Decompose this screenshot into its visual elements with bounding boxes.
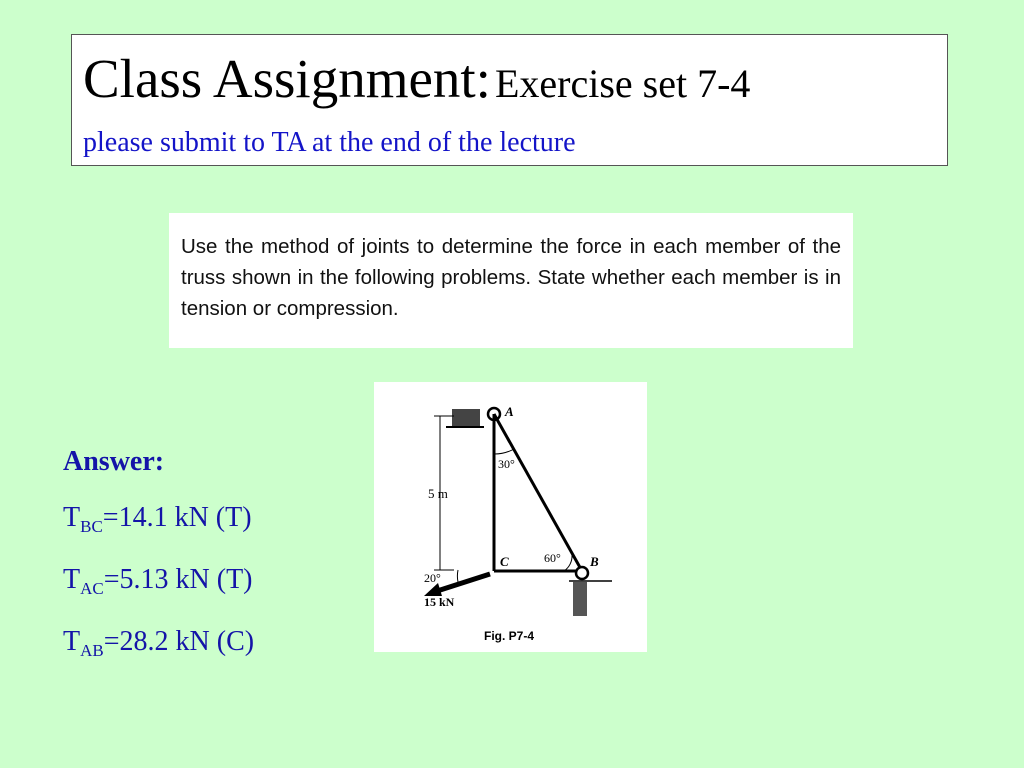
pin-b-icon [576, 567, 588, 579]
answer-symbol: T [63, 626, 81, 657]
subtitle: please submit to TA at the end of the lecture [83, 127, 576, 158]
label-load: 15 kN [424, 595, 455, 609]
title-main: Class Assignment: [83, 48, 491, 109]
answer-symbol: T [63, 502, 81, 533]
angle-arc-a [494, 449, 514, 454]
answer-subscript: AC [80, 579, 104, 598]
title-box [71, 34, 948, 166]
answer-value: =14.1 kN (T) [102, 502, 252, 533]
truss-figure [374, 382, 647, 652]
answer-tab [63, 626, 254, 688]
label-angle-a: 30° [498, 457, 515, 471]
label-angle-b: 60° [544, 551, 561, 565]
answer-tbc [63, 502, 254, 564]
support-b [573, 582, 587, 616]
answer-subscript: AB [80, 641, 104, 660]
answer-value: =5.13 kN (T) [103, 564, 253, 595]
answer-subscript: BC [80, 517, 103, 536]
title-sub: Exercise set 7-4 [494, 61, 751, 106]
member-ab [494, 414, 582, 571]
load-arrow [434, 574, 490, 592]
angle-arc-b [564, 555, 572, 571]
problem-statement: Use the method of joints to determine the force in each member of the truss shown in the following problems. State whether each member is in tension or compression. [181, 235, 841, 320]
wall-support-a [452, 409, 480, 427]
angle-arc-load [457, 570, 458, 582]
problem-statement-box [169, 213, 853, 348]
answer-value: =28.2 kN (C) [103, 626, 255, 657]
answers-section [63, 446, 254, 688]
label-angle-load: 20° [424, 571, 441, 585]
label-c: C [500, 554, 509, 569]
label-dimension: 5 m [428, 486, 448, 501]
label-a: A [505, 404, 514, 419]
answers-heading: Answer: [63, 446, 165, 477]
title-line [83, 47, 750, 110]
truss-diagram [374, 382, 647, 652]
figure-caption: Fig. P7-4 [484, 629, 535, 643]
label-b: B [590, 554, 599, 569]
answer-symbol: T [63, 564, 81, 595]
answer-tac [63, 564, 254, 626]
